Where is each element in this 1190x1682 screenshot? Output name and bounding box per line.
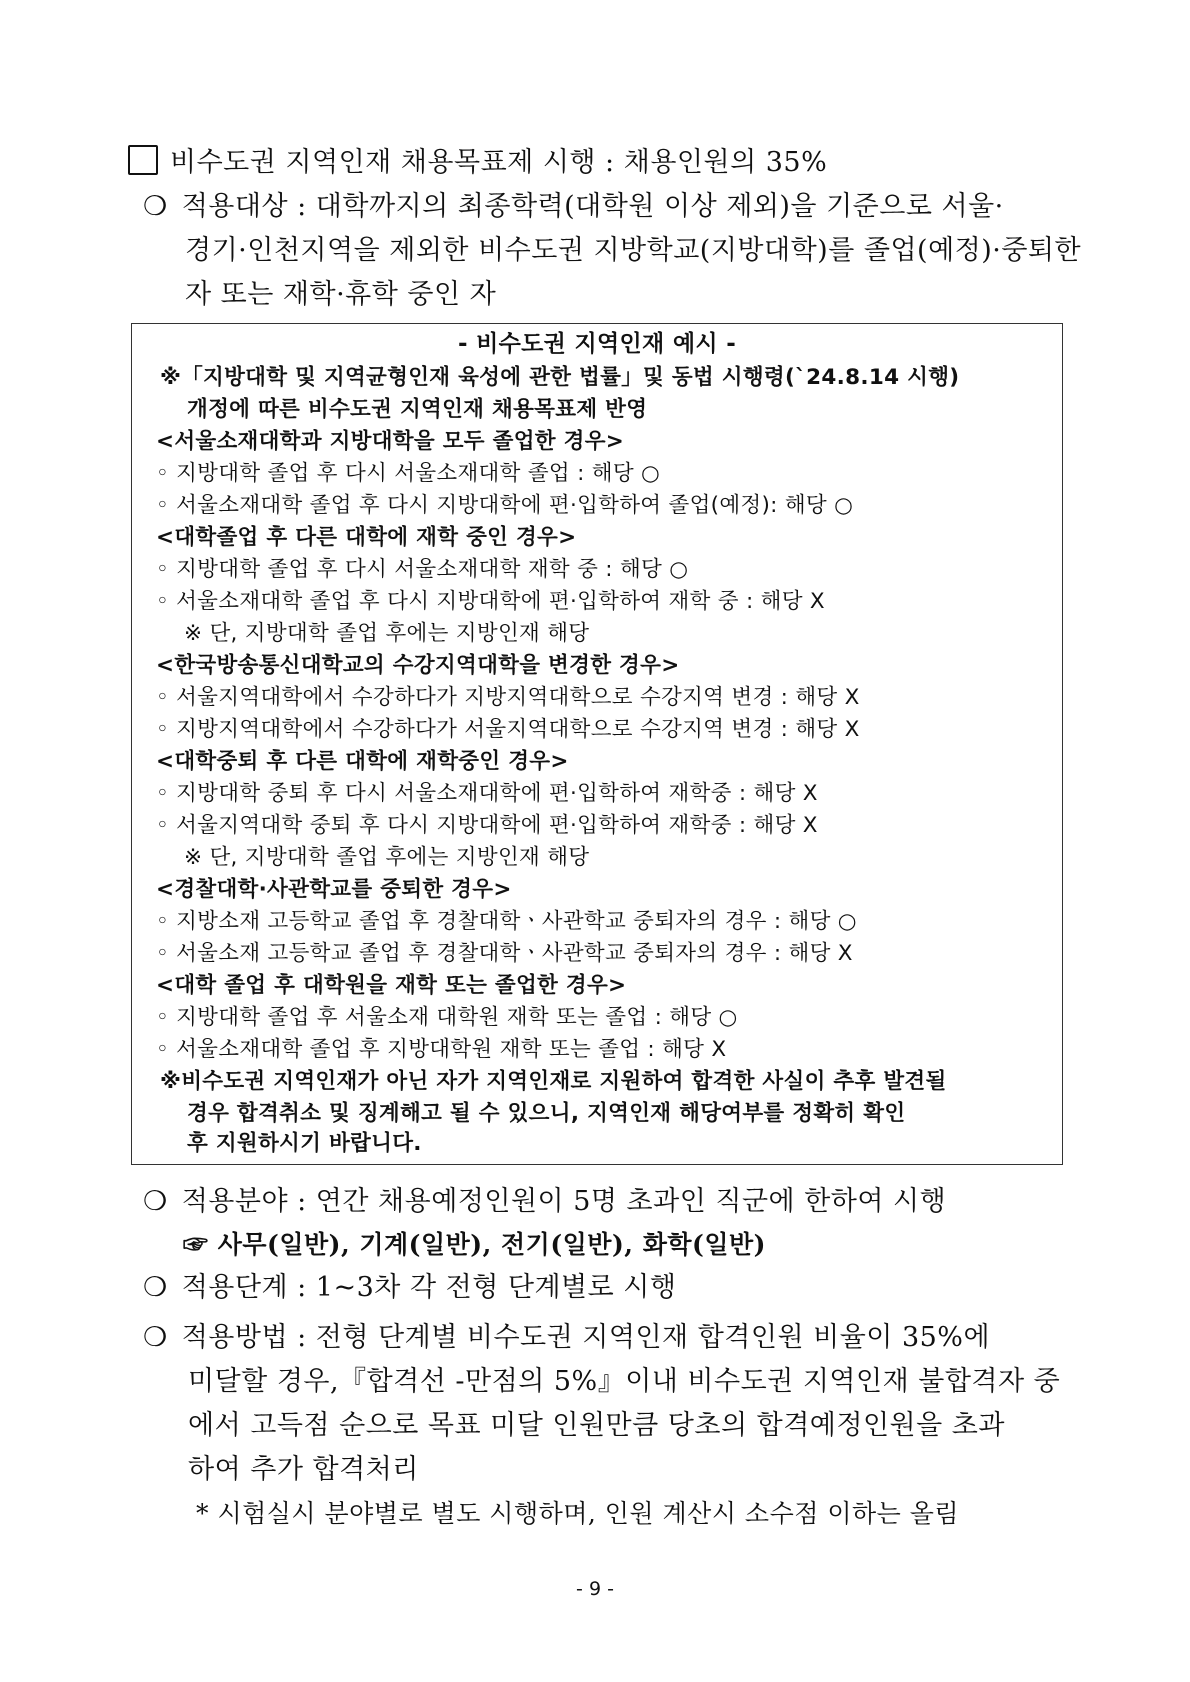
box-note-law: ※「지방대학 및 지역균형인재 육성에 관한 법률」및 동법 시행령(`24.8.14 시행)	[160, 365, 960, 390]
case-heading-5: <경찰대학·사관학교를 중퇴한 경우>	[156, 877, 512, 902]
case-heading-1: <서울소재대학과 지방대학을 모두 졸업한 경우>	[156, 429, 625, 454]
method-line-4: 하여 추가 합격처리	[188, 1454, 419, 1485]
warning-note-3: 후 지원하시기 바랍니다.	[187, 1131, 422, 1156]
case-item: ◦ 서울소재대학 졸업 후 지방대학원 재학 또는 졸업 : 해당 X	[156, 1037, 727, 1062]
box-title: - 비수도권 지역인재 예시 -	[457, 331, 737, 357]
case-item: ◦ 지방대학 졸업 후 서울소재 대학원 재학 또는 졸업 : 해당 ○	[156, 1005, 738, 1030]
case-heading-3: <한국방송통신대학교의 수강지역대학을 변경한 경우>	[156, 653, 680, 678]
case-item: ◦ 지방대학 졸업 후 다시 서울소재대학 졸업 : 해당 ○	[156, 461, 661, 486]
case-heading-2: <대학졸업 후 다른 대학에 재학 중인 경우>	[156, 525, 577, 550]
section-title-text: 비수도권 지역인재 채용목표제 시행 : 채용인원의 35%	[170, 147, 828, 178]
regional-talent-example-box	[131, 323, 1063, 1165]
case-note: ※ 단, 지방대학 졸업 후에는 지방인재 해당	[184, 845, 590, 870]
target-line-2: 경기·인천지역을 제외한 비수도권 지방학교(지방대학)를 졸업(예정)·중퇴한	[185, 235, 1082, 266]
case-item: ◦ 지방대학 졸업 후 다시 서울소재대학 재학 중 : 해당 ○	[156, 557, 689, 582]
checkbox-square-icon	[128, 145, 158, 175]
stage-line	[143, 1270, 676, 1306]
case-item: ◦ 서울소재 고등학교 졸업 후 경찰대학ㆍ사관학교 중퇴자의 경우 : 해당 X	[156, 941, 853, 966]
case-heading-6: <대학 졸업 후 대학원을 재학 또는 졸업한 경우>	[156, 973, 627, 998]
circle-bullet-icon: ❍	[143, 1322, 168, 1353]
warning-note-1: ※비수도권 지역인재가 아닌 자가 지역인재로 지원하여 합격한 사실이 추후 발견될	[160, 1069, 947, 1094]
case-item: ◦ 서울소재대학 졸업 후 다시 지방대학에 편·입학하여 졸업(예정): 해당 ○	[156, 493, 854, 518]
case-item: ◦ 서울지역대학 중퇴 후 다시 지방대학에 편·입학하여 재학중 : 해당 X	[156, 813, 818, 838]
warning-note-2: 경우 합격취소 및 징계해고 될 수 있으니, 지역인재 해당여부를 정확히 확인	[187, 1101, 906, 1126]
field-sub-line: ☞ 사무(일반), 기계(일반), 전기(일반), 화학(일반)	[183, 1230, 766, 1259]
case-item: ◦ 지방대학 중퇴 후 다시 서울소재대학에 편·입학하여 재학중 : 해당 X	[156, 781, 818, 806]
method-line-1	[143, 1320, 990, 1356]
stage-text: 적용단계 : 1~3차 각 전형 단계별로 시행	[181, 1272, 677, 1303]
target-line-1	[143, 189, 1004, 225]
method-line-2: 미달할 경우,『합격선 -만점의 5%』이내 비수도권 지역인재 불합격자 중	[188, 1366, 1061, 1397]
case-item: ◦ 지방소재 고등학교 졸업 후 경찰대학ㆍ사관학교 중퇴자의 경우 : 해당 ○	[156, 909, 857, 934]
target-text-1: 적용대상 : 대학까지의 최종학력(대학원 이상 제외)을 기준으로 서울·	[181, 191, 1004, 222]
field-line	[143, 1184, 946, 1220]
section-title	[128, 145, 827, 181]
target-line-3: 자 또는 재학·휴학 중인 자	[185, 279, 497, 310]
case-item: ◦ 서울지역대학에서 수강하다가 지방지역대학으로 수강지역 변경 : 해당 X	[156, 685, 860, 710]
method-line-3: 에서 고득점 순으로 목표 미달 인원만큼 당초의 합격예정인원을 초과	[188, 1410, 1005, 1441]
method-text-1: 적용방법 : 전형 단계별 비수도권 지역인재 합격인원 비율이 35%에	[181, 1322, 991, 1353]
field-text: 적용분야 : 연간 채용예정인원이 5명 초과인 직군에 한하여 시행	[181, 1186, 947, 1217]
box-note-law-cont: 개정에 따른 비수도권 지역인재 채용목표제 반영	[187, 397, 648, 422]
case-note: ※ 단, 지방대학 졸업 후에는 지방인재 해당	[184, 621, 590, 646]
case-item: ◦ 서울소재대학 졸업 후 다시 지방대학에 편·입학하여 재학 중 : 해당 X	[156, 589, 825, 614]
page-number: - 9 -	[576, 1578, 614, 1600]
case-heading-4: <대학중퇴 후 다른 대학에 재학중인 경우>	[156, 749, 569, 774]
circle-bullet-icon: ❍	[143, 1272, 168, 1303]
circle-bullet-icon: ❍	[143, 1186, 168, 1217]
circle-bullet-icon: ❍	[143, 191, 168, 222]
case-item: ◦ 지방지역대학에서 수강하다가 서울지역대학으로 수강지역 변경 : 해당 X	[156, 717, 860, 742]
rounding-note: * 시험실시 분야별로 별도 시행하며, 인원 계산시 소수점 이하는 올림	[196, 1499, 960, 1528]
